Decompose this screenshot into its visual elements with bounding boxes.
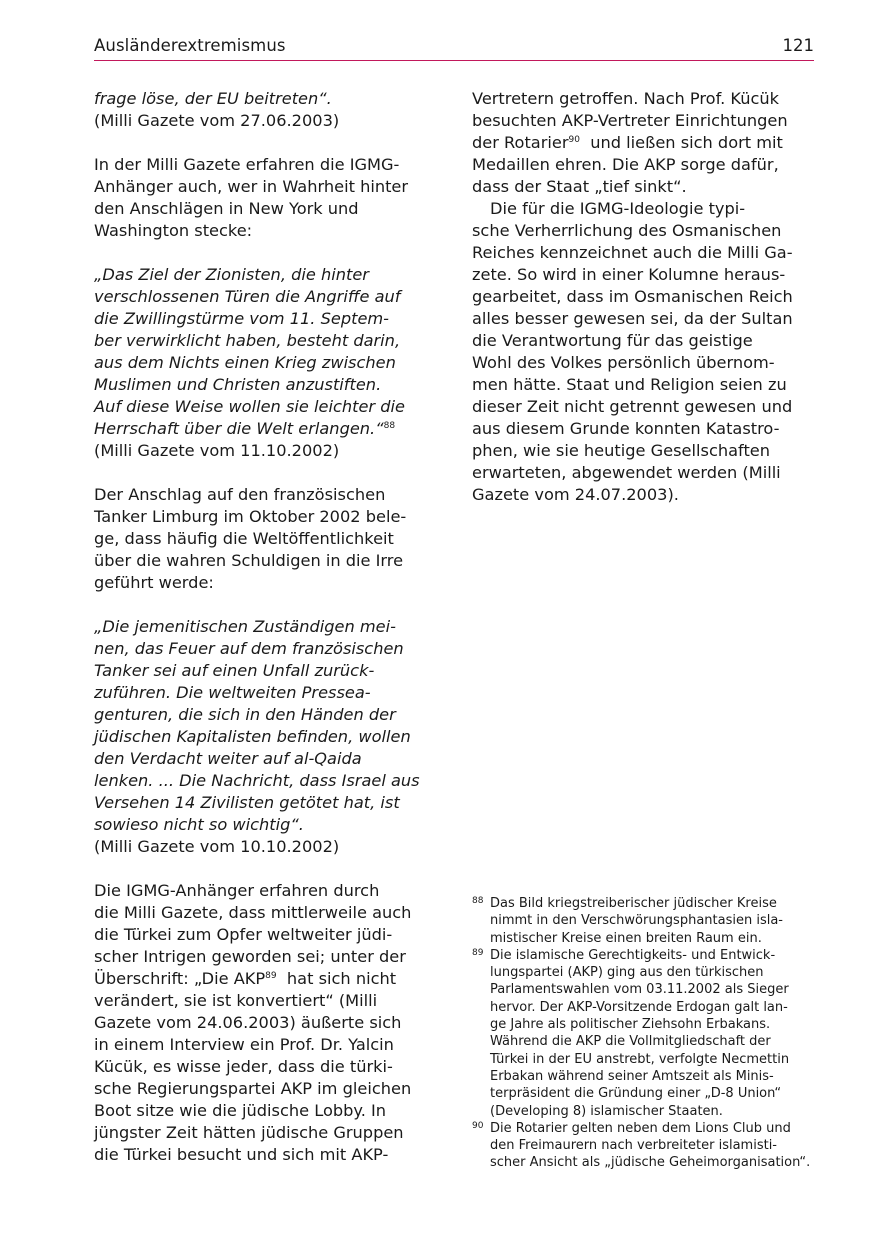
text-line bbox=[472, 242, 822, 264]
text-line bbox=[472, 396, 822, 418]
text-line bbox=[472, 484, 822, 506]
paragraph-gap bbox=[94, 242, 444, 264]
text-line bbox=[94, 902, 444, 924]
line-text: die Verantwortung für das geistige bbox=[472, 331, 753, 350]
right-column bbox=[472, 88, 822, 506]
text-line bbox=[472, 462, 822, 484]
line-text: genturen, die sich in den Händen der bbox=[94, 705, 396, 724]
text-line bbox=[472, 352, 822, 374]
text-line bbox=[94, 792, 444, 814]
paragraph-gap bbox=[94, 462, 444, 484]
line-text: über die wahren Schuldigen in die Irre bbox=[94, 551, 404, 570]
line-text: „Das Ziel der Zionisten, die hinter bbox=[94, 265, 369, 284]
line-text: Muslimen und Christen anzustiften. bbox=[94, 375, 382, 394]
line-text: Die für die IGMG-Ideologie typi- bbox=[490, 199, 746, 218]
line-text: Gazete vom 24.06.2003) äußerte sich bbox=[94, 1013, 402, 1032]
text-line bbox=[472, 418, 822, 440]
text-line bbox=[94, 1144, 444, 1166]
footnote-88 bbox=[472, 895, 817, 947]
footnote-line: hervor. Der AKP-Vorsitzende Erdogan galt lan- bbox=[490, 999, 788, 1015]
line-text-after: hat sich nicht bbox=[276, 969, 397, 988]
line-text: zuführen. Die weltweiten Pressea- bbox=[94, 683, 371, 702]
line-text: verschlossenen Türen die Angriffe auf bbox=[94, 287, 401, 306]
text-line bbox=[94, 704, 444, 726]
text-line bbox=[94, 264, 444, 286]
line-text: die Türkei zum Opfer weltweiter jüdi- bbox=[94, 925, 393, 944]
line-text: In der Milli Gazete erfahren die IGMG- bbox=[94, 155, 400, 174]
line-text: in einem Interview ein Prof. Dr. Yalcin bbox=[94, 1035, 394, 1054]
text-line bbox=[94, 484, 444, 506]
text-line bbox=[94, 572, 444, 594]
footnote-number: 88 bbox=[472, 896, 484, 906]
paragraph-gap bbox=[94, 594, 444, 616]
text-line bbox=[94, 814, 444, 836]
footnote-line: nimmt in den Verschwörungsphantasien isla- bbox=[490, 913, 784, 929]
text-line bbox=[94, 924, 444, 946]
text-line bbox=[94, 836, 444, 858]
line-text: alles besser gewesen sei, da der Sultan bbox=[472, 309, 793, 328]
text-line bbox=[94, 682, 444, 704]
footnote-line: den Freimaurern nach verbreiteter islamisti- bbox=[490, 1138, 777, 1154]
text-line bbox=[94, 418, 444, 440]
text-line bbox=[94, 990, 444, 1012]
line-text: Tanker sei auf einen Unfall zurück- bbox=[94, 661, 375, 680]
line-text: der Rotarier bbox=[472, 133, 569, 152]
footnote-line: Erbakan während seiner Amtszeit als Minis- bbox=[490, 1068, 774, 1084]
line-text: aus dem Nichts einen Krieg zwischen bbox=[94, 353, 396, 372]
paragraph-gap bbox=[94, 132, 444, 154]
line-text: (Milli Gazete vom 11.10.2002) bbox=[94, 441, 340, 460]
footnote-ref[interactable]: 90 bbox=[568, 135, 580, 145]
footnote-90 bbox=[472, 1120, 817, 1172]
footnote-line: Die islamische Gerechtigkeits- und Entwick- bbox=[490, 947, 776, 963]
line-text: Boot sitze wie die jüdische Lobby. In bbox=[94, 1101, 387, 1120]
footnote-line: (Developing 8) islamischer Staaten. bbox=[490, 1103, 723, 1119]
text-line bbox=[94, 748, 444, 770]
text-line bbox=[94, 770, 444, 792]
line-text: Der Anschlag auf den französischen bbox=[94, 485, 386, 504]
text-line bbox=[94, 88, 444, 110]
text-line bbox=[94, 660, 444, 682]
line-text: erwarteten, abgewendet werden (Milli bbox=[472, 463, 781, 482]
line-text: Auf diese Weise wollen sie leichter die bbox=[94, 397, 405, 416]
line-text: Medaillen ehren. Die AKP sorge dafür, bbox=[472, 155, 779, 174]
line-text: „Die jemenitischen Zuständigen mei- bbox=[94, 617, 396, 636]
paragraph-gap bbox=[94, 858, 444, 880]
footnote-number: 90 bbox=[472, 1120, 484, 1131]
line-text: Versehen 14 Zivilisten getötet hat, ist bbox=[94, 793, 400, 812]
line-text: nen, das Feuer auf dem französischen bbox=[94, 639, 404, 658]
footnote-line: lungspartei (AKP) ging aus den türkischen bbox=[490, 965, 764, 981]
text-line bbox=[94, 286, 444, 308]
text-line bbox=[94, 1122, 444, 1144]
line-text: jüdischen Kapitalisten befinden, wollen bbox=[94, 727, 411, 746]
text-line bbox=[94, 616, 444, 638]
text-line bbox=[94, 374, 444, 396]
footnote-line: terpräsident die Gründung einer „D-8 Union“ bbox=[490, 1086, 782, 1102]
line-text: ge, dass häufig die Weltöffentlichkeit bbox=[94, 529, 394, 548]
line-text: (Milli Gazete vom 27.06.2003) bbox=[94, 111, 340, 130]
line-text: sche Regierungspartei AKP im gleichen bbox=[94, 1079, 412, 1098]
line-text: geführt werde: bbox=[94, 573, 214, 592]
footnote-line: Während die AKP die Vollmitgliedschaft der bbox=[490, 1034, 771, 1050]
line-text: Wohl des Volkes persönlich übernom- bbox=[472, 353, 775, 372]
line-text: gearbeitet, dass im Osmanischen Reich bbox=[472, 287, 793, 306]
text-line bbox=[94, 726, 444, 748]
line-text: ber verwirklicht haben, besteht darin, bbox=[94, 331, 401, 350]
text-line bbox=[472, 154, 822, 176]
text-line bbox=[94, 1034, 444, 1056]
running-title: Ausländerextremismus bbox=[94, 36, 286, 55]
line-text: scher Intrigen geworden sei; unter der bbox=[94, 947, 406, 966]
text-line bbox=[94, 1012, 444, 1034]
footnote-line: ge Jahre als politischer Ziehsohn Erbakans. bbox=[490, 1017, 771, 1033]
text-line bbox=[94, 396, 444, 418]
text-line bbox=[472, 440, 822, 462]
text-line bbox=[94, 506, 444, 528]
page-number: 121 bbox=[782, 36, 814, 55]
line-text-after: und ließen sich dort mit bbox=[579, 133, 783, 152]
line-text: sowieso nicht so wichtig“. bbox=[94, 815, 304, 834]
line-text: Die IGMG-Anhänger erfahren durch bbox=[94, 881, 380, 900]
line-text: men hätte. Staat und Religion seien zu bbox=[472, 375, 787, 394]
footnote-line: Parlamentswahlen vom 03.11.2002 als Sieger bbox=[490, 982, 789, 998]
text-line bbox=[472, 264, 822, 286]
footnotes bbox=[472, 895, 817, 1172]
text-line bbox=[94, 352, 444, 374]
footnote-line: Die Rotarier gelten neben dem Lions Club und bbox=[490, 1120, 791, 1136]
footnote-ref[interactable]: 89 bbox=[265, 971, 277, 981]
line-text: (Milli Gazete vom 10.10.2002) bbox=[94, 837, 340, 856]
line-text: Anhänger auch, wer in Wahrheit hinter bbox=[94, 177, 409, 196]
text-line bbox=[94, 176, 444, 198]
line-text: phen, wie sie heutige Gesellschaften bbox=[472, 441, 771, 460]
text-line bbox=[472, 220, 822, 242]
line-text: Überschrift: „Die AKP bbox=[94, 969, 266, 988]
line-text: Gazete vom 24.07.2003). bbox=[472, 485, 679, 504]
line-text: Herrschaft über die Welt erlangen.“ bbox=[94, 419, 384, 438]
running-header bbox=[94, 34, 814, 61]
line-text: lenken. ... Die Nachricht, dass Israel aus bbox=[94, 771, 420, 790]
line-text: Washington stecke: bbox=[94, 221, 253, 240]
footnote-ref[interactable]: 88 bbox=[383, 421, 396, 431]
line-text: den Verdacht weiter auf al-Qaida bbox=[94, 749, 362, 768]
text-line bbox=[94, 154, 444, 176]
line-text: zete. So wird in einer Kolumne heraus- bbox=[472, 265, 786, 284]
footnote-line: scher Ansicht als „jüdische Geheimorganisation“. bbox=[490, 1155, 811, 1171]
line-text: besuchten AKP-Vertreter Einrichtungen bbox=[472, 111, 788, 130]
footnote-89 bbox=[472, 947, 817, 1120]
left-column bbox=[94, 88, 444, 1166]
line-text: aus diesem Grunde konnten Katastro- bbox=[472, 419, 780, 438]
footnote-number: 89 bbox=[472, 947, 484, 958]
text-line bbox=[94, 220, 444, 242]
text-line bbox=[94, 638, 444, 660]
text-line bbox=[472, 374, 822, 396]
footnote-line: Türkei in der EU anstrebt, verfolgte Necmettin bbox=[490, 1051, 790, 1067]
text-line bbox=[472, 132, 822, 154]
footnote-line: Das Bild kriegstreiberischer jüdischer Kreise bbox=[490, 896, 777, 911]
line-text: den Anschlägen in New York und bbox=[94, 199, 359, 218]
line-text: verändert, sie ist konvertiert“ (Milli bbox=[94, 991, 378, 1010]
text-line bbox=[94, 1100, 444, 1122]
text-line bbox=[472, 110, 822, 132]
text-line bbox=[94, 1078, 444, 1100]
text-line bbox=[94, 330, 444, 352]
text-line bbox=[94, 946, 444, 968]
text-line bbox=[94, 550, 444, 572]
text-line bbox=[94, 968, 444, 990]
line-text: Reiches kennzeichnet auch die Milli Ga- bbox=[472, 243, 793, 262]
line-text: Tanker Limburg im Oktober 2002 bele- bbox=[94, 507, 407, 526]
text-line bbox=[472, 198, 822, 220]
line-text: die Türkei besucht und sich mit AKP- bbox=[94, 1145, 389, 1164]
line-text: dieser Zeit nicht getrennt gewesen und bbox=[472, 397, 793, 416]
text-line bbox=[472, 88, 822, 110]
text-line bbox=[94, 1056, 444, 1078]
text-line bbox=[94, 308, 444, 330]
line-text: Kücük, es wisse jeder, dass die türki- bbox=[94, 1057, 393, 1076]
footnote-line: mistischer Kreise einen breiten Raum ein. bbox=[490, 930, 762, 946]
text-line bbox=[94, 528, 444, 550]
line-text: frage löse, der EU beitreten“. bbox=[94, 89, 332, 108]
line-text: jüngster Zeit hätten jüdische Gruppen bbox=[94, 1123, 404, 1142]
text-line bbox=[472, 176, 822, 198]
line-text: sche Verherrlichung des Osmanischen bbox=[472, 221, 782, 240]
text-line bbox=[94, 198, 444, 220]
line-text: die Zwillingstürme vom 11. Septem- bbox=[94, 309, 390, 328]
line-text: dass der Staat „tief sinkt“. bbox=[472, 177, 687, 196]
text-line bbox=[94, 880, 444, 902]
line-text: Vertretern getroffen. Nach Prof. Kücük bbox=[472, 89, 779, 108]
text-line bbox=[472, 308, 822, 330]
text-line bbox=[472, 286, 822, 308]
text-line bbox=[472, 330, 822, 352]
text-line bbox=[94, 110, 444, 132]
line-text: die Milli Gazete, dass mittlerweile auch bbox=[94, 903, 412, 922]
text-line bbox=[94, 440, 444, 462]
